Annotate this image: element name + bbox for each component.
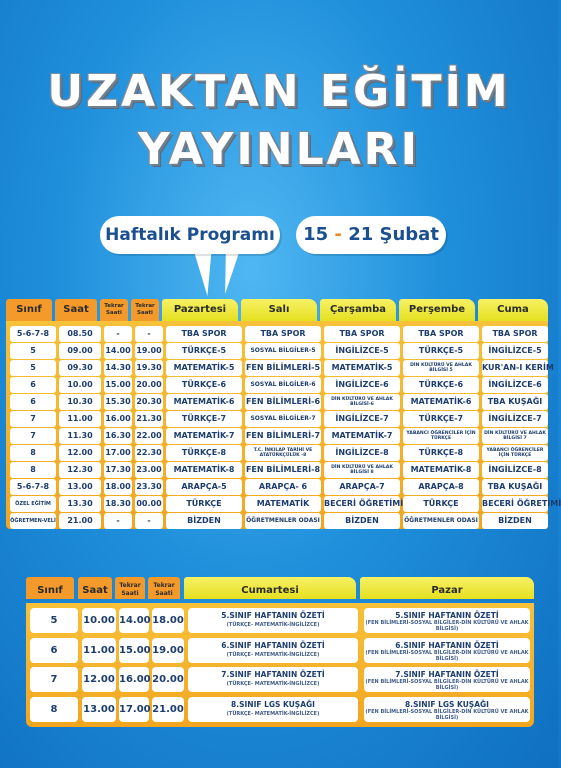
cell-saat: 09.30 [59,360,101,376]
cell-sinif: 5 [10,360,56,376]
cell-sali: MATEMATİK [245,496,321,512]
cell-tekrar-2: - [135,513,163,529]
date-end: 21 Şubat [348,224,439,245]
cell-sali: TBA SPOR [245,326,321,342]
date-dash: - [334,224,342,245]
cell-cumartesi [188,697,358,722]
cell-tekrar-1: 17.00 [104,445,132,461]
cell-cuma: YABANCI ÖĞRENCİLER İÇİN TÜRKÇE [482,445,548,461]
cell-sinif: 6 [30,638,78,663]
header-pazartesi: Pazartesi [162,299,238,321]
cell-cuma: TBA KUŞAĞI [482,394,548,410]
cell-sali: SOSYAL BİLGİLER-7 [245,411,321,427]
cell-persembe: MATEMATİK-6 [403,394,479,410]
cell-tekrar-1: - [104,513,132,529]
program-bubble: Haftalık Programı [100,216,280,254]
table-row [10,462,544,478]
cell-tekrar-2: 22.30 [135,445,163,461]
cell-tekrar-2: 19.30 [135,360,163,376]
cell-carsamba: MATEMATİK-7 [324,428,400,444]
cell-sinif: 5 [10,343,56,359]
cell-cuma: DİN KÜLTÜRÜ VE AHLAK BİLGİSİ 7 [482,428,548,444]
program-title: 7.SINIF HAFTANIN ÖZETİ [395,670,499,679]
cell-cuma: İNGİLİZCE-6 [482,377,548,393]
cell-persembe: ÖĞRETMENLER ODASI [403,513,479,529]
cell-tekrar-2: 23.30 [135,479,163,495]
cell-pazartesi: TÜRKÇE-6 [166,377,242,393]
cell-saat: 12.00 [59,445,101,461]
cell-sinif: 6 [10,394,56,410]
cell-saat: 11.00 [82,638,116,663]
program-subjects: (FEN BİLİMLERİ-SOSYAL BİLGİLER-DİN KÜLTÜRÜ VE AHLAK BİLGİSİ) [365,649,529,662]
cell-sali: ARAPÇA- 6 [245,479,321,495]
cell-carsamba: İNGİLİZCE-7 [324,411,400,427]
cell-saat: 21.00 [59,513,101,529]
header-tekrar-2: Tekrar Saati [148,577,180,599]
cell-cuma: TBA SPOR [482,326,548,342]
cell-carsamba: İNGİLİZCE-8 [324,445,400,461]
program-subjects: (TÜRKÇE- MATEMATİK-İNGİLİZCE) [226,622,320,628]
cell-persembe: TBA SPOR [403,326,479,342]
bubble-tail [194,250,217,296]
cell-sinif: 7 [10,411,56,427]
cell-saat: 10.00 [59,377,101,393]
cell-sali: SOSYAL BİLGİLER-6 [245,377,321,393]
weekday-table-header [6,299,548,321]
cell-pazartesi: MATEMATİK-7 [166,428,242,444]
cell-tekrar-2: - [135,326,163,342]
cell-pazartesi: MATEMATİK-6 [166,394,242,410]
cell-pazar [364,608,530,633]
cell-sali: FEN BİLİMLERİ-8 [245,462,321,478]
date-bubble [296,216,446,254]
header-tekrar-2: Tekrar Saati [131,299,159,321]
table-row [10,377,544,393]
cell-cumartesi [188,638,358,663]
table-row [10,343,544,359]
cell-t1: 14.00 [119,608,149,633]
cell-cumartesi [188,608,358,633]
header-cuma: Cuma [478,299,548,321]
cell-tekrar-1: 17.30 [104,462,132,478]
cell-sinif: 8 [10,445,56,461]
cell-pazartesi: ARAPÇA-5 [166,479,242,495]
cell-persembe: TÜRKÇE-6 [403,377,479,393]
cell-saat: 12.00 [82,667,116,692]
cell-sinif: 5 [30,608,78,633]
cell-cuma: İNGİLİZCE-8 [482,462,548,478]
table-row [10,496,561,512]
cell-cumartesi [188,667,358,692]
cell-sinif: 7 [10,428,56,444]
cell-pazar [364,667,530,692]
weekend-table-body [26,603,534,727]
cell-carsamba: TBA SPOR [324,326,400,342]
weekday-table-body [6,321,561,529]
cell-sali: SOSYAL BİLGİLER-5 [245,343,321,359]
table-row [10,445,544,461]
cell-carsamba: İNGİLİZCE-6 [324,377,400,393]
cell-persembe: MATEMATİK-8 [403,462,479,478]
table-row [10,479,544,495]
cell-pazar [364,697,530,722]
cell-saat: 10.00 [82,608,116,633]
cell-sali: FEN BİLİMLERİ-7 [245,428,321,444]
weekend-table-header [26,577,534,603]
cell-saat: 13.00 [82,697,116,722]
cell-persembe: TÜRKÇE-8 [403,445,479,461]
cell-sinif: 8 [30,697,78,722]
cell-pazartesi: MATEMATİK-8 [166,462,242,478]
header-saat: Saat [55,299,97,321]
program-title: 5.SINIF HAFTANIN ÖZETİ [395,611,499,620]
program-subjects: (FEN BİLİMLERİ-SOSYAL BİLGİLER-DİN KÜLTÜRÜ VE AHLAK BİLGİSİ) [365,679,529,691]
cell-tekrar-1: 14.00 [104,343,132,359]
cell-carsamba: İNGİLİZCE-5 [324,343,400,359]
table-row [10,411,544,427]
table-row [30,608,530,633]
header-sinif: Sınıf [26,577,74,599]
cell-tekrar-2: 00.00 [135,496,163,512]
cell-pazartesi: TBA SPOR [166,326,242,342]
header-saat: Saat [78,577,112,599]
cell-persembe: YABANCI ÖĞRENCİLER İÇİN TÜRKÇE [403,428,479,444]
cell-sinif: 7 [30,667,78,692]
cell-pazartesi: TÜRKÇE-5 [166,343,242,359]
cell-cuma: BİZDEN [482,513,548,529]
header-sinif: Sınıf [6,299,52,321]
date-start: 15 [303,224,329,245]
header-carsamba: Çarşamba [320,299,396,321]
cell-sali: ÖĞRETMENLER ODASI [245,513,321,529]
cell-tekrar-1: - [104,326,132,342]
program-subjects: (FEN BİLİMLERİ-SOSYAL BİLGİLER-DİN KÜLTÜRÜ VE AHLAK BİLGİSİ) [365,708,529,721]
cell-tekrar-1: 18.00 [104,479,132,495]
cell-sinif: 5-6-7-8 [10,479,56,495]
cell-saat: 11.30 [59,428,101,444]
cell-pazartesi: TÜRKÇE-7 [166,411,242,427]
cell-tekrar-1: 16.30 [104,428,132,444]
cell-saat: 12.30 [59,462,101,478]
header-cumartesi: Cumartesi [184,577,356,599]
cell-saat: 10.30 [59,394,101,410]
cell-sinif: ÖĞRETMEN-VELİ [10,513,56,529]
program-subjects: (TÜRKÇE- MATEMATİK-İNGİLİZCE) [226,681,320,687]
cell-saat: 09.00 [59,343,101,359]
cell-t2: 18.00 [152,608,184,633]
cell-tekrar-2: 22.00 [135,428,163,444]
cell-persembe: ARAPÇA-8 [403,479,479,495]
program-title: 6.SINIF HAFTANIN ÖZETİ [395,640,499,650]
cell-t1: 15.00 [119,638,149,663]
cell-t1: 17.00 [119,697,149,722]
program-title: 5.SINIF HAFTANIN ÖZETİ [221,611,325,620]
cell-t2: 20.00 [152,667,184,692]
cell-pazartesi: BİZDEN [166,513,242,529]
cell-tekrar-1: 16.00 [104,411,132,427]
table-row [30,667,530,692]
table-row [10,326,544,342]
cell-saat: 08.50 [59,326,101,342]
cell-sinif: 5-6-7-8 [10,326,56,342]
title-line-2: YAYINLARI [138,124,420,175]
table-row [10,513,544,529]
cell-pazartesi: MATEMATİK-5 [166,360,242,376]
cell-tekrar-1: 14.30 [104,360,132,376]
cell-carsamba: DİN KÜLTÜRÜ VE AHLAK BİLGİSİ-6 [324,394,400,410]
cell-persembe: TÜRKÇE-7 [403,411,479,427]
program-subjects: (TÜRKÇE- MATEMATİK-İNGİLİZCE) [226,710,320,717]
cell-carsamba: ARAPÇA-7 [324,479,400,495]
table-row [30,697,530,722]
cell-tekrar-2: 20.30 [135,394,163,410]
table-row [10,394,544,410]
cell-sali: T.C. İNKILAP TARİHİ VE ATATÜRKÇÜLÜK -8 [245,445,321,461]
cell-saat: 13.00 [59,479,101,495]
cell-pazartesi: TÜRKÇE [166,496,242,512]
cell-sinif: ÖZEL EĞİTİM [10,496,56,512]
table-row [10,360,554,376]
cell-sali: FEN BİLİMLERİ-5 [245,360,321,376]
cell-tekrar-2: 19.00 [135,343,163,359]
header-tekrar-1: Tekrar Saati [115,577,145,599]
cell-pazar [364,638,530,663]
cell-carsamba: BİZDEN [324,513,400,529]
program-title: 8.SINIF LGS KUŞAĞI [231,699,315,709]
cell-pazartesi: TÜRKÇE-8 [166,445,242,461]
cell-cuma: BECERİ ÖĞRETİMİ [482,496,548,512]
cell-saat: 11.00 [59,411,101,427]
cell-t1: 16.00 [119,667,149,692]
program-title: 6.SINIF HAFTANIN ÖZETİ [221,640,325,650]
cell-sinif: 8 [10,462,56,478]
cell-saat: 13.30 [59,496,101,512]
cell-t2: 19.00 [152,638,184,663]
cell-carsamba: MATEMATİK-5 [324,360,400,376]
program-title: 7.SINIF HAFTANIN ÖZETİ [221,670,325,679]
cell-tekrar-2: 21.30 [135,411,163,427]
cell-sinif: 6 [10,377,56,393]
header-pazar: Pazar [360,577,534,599]
cell-tekrar-1: 15.30 [104,394,132,410]
program-subjects: (FEN BİLİMLERİ-SOSYAL BİLGİLER-DİN KÜLTÜRÜ VE AHLAK BİLGİSİ) [365,620,529,632]
header-persembe: Perşembe [399,299,475,321]
title-line-1: UZAKTAN EĞİTİM [47,66,511,117]
cell-tekrar-1: 15.00 [104,377,132,393]
cell-tekrar-2: 23.00 [135,462,163,478]
cell-persembe: DİN KÜLTÜRÜ VE AHLAK BİLGİSİ 5 [403,360,479,376]
cell-cuma: İNGİLİZCE-7 [482,411,548,427]
cell-cuma: İNGİLİZCE-5 [482,343,548,359]
bubble-tail [218,250,240,294]
cell-carsamba: BECERİ ÖĞRETİMİ [324,496,400,512]
cell-tekrar-2: 20.00 [135,377,163,393]
cell-cuma: KUR'AN-I KERİM [482,360,548,376]
header-tekrar-1: Tekrar Saati [100,299,128,321]
header-sali: Salı [241,299,317,321]
table-row [10,428,544,444]
cell-cuma: TBA KUŞAĞI [482,479,548,495]
table-row [30,638,530,663]
cell-persembe: TÜRKÇE [403,496,479,512]
cell-persembe: TÜRKÇE-5 [403,343,479,359]
program-subjects: (TÜRKÇE- MATEMATİK-İNGİLİZCE) [226,651,320,658]
cell-tekrar-1: 18.30 [104,496,132,512]
cell-t2: 21.00 [152,697,184,722]
cell-sali: FEN BİLİMLERİ-6 [245,394,321,410]
cell-carsamba: DİN KÜLTÜRÜ VE AHLAK BİLGİSİ 8 [324,462,400,478]
program-title: 8.SINIF LGS KUŞAĞI [405,699,489,709]
